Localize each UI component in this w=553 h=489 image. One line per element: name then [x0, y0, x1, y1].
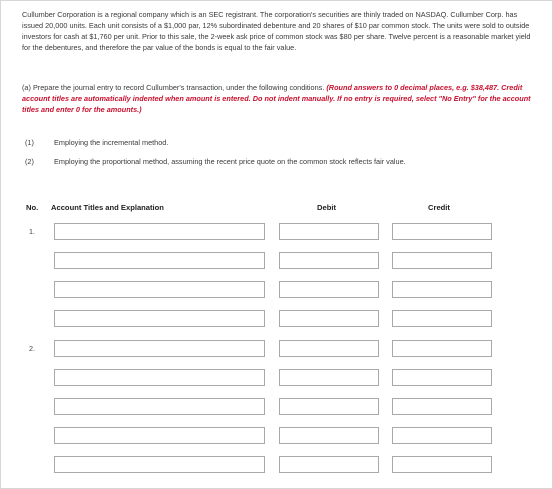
entry-2-row-1-account-input[interactable] — [54, 340, 265, 357]
entry-2-row-4-account-input[interactable] — [54, 427, 265, 444]
entry-1-row-2-debit-input[interactable] — [279, 252, 379, 269]
entry-2-row-5-credit-input[interactable] — [392, 456, 492, 473]
entry-2-row-5-debit-input[interactable] — [279, 456, 379, 473]
entry-2-row-1-credit-input[interactable] — [392, 340, 492, 357]
entry-1-row-3-credit-input[interactable] — [392, 281, 492, 298]
entry-1-row-4-account-input[interactable] — [54, 310, 265, 327]
entry-2-row-4-credit-input[interactable] — [392, 427, 492, 444]
entry-2-row-3-account-input[interactable] — [54, 398, 265, 415]
entry-1-row-3-account-input[interactable] — [54, 281, 265, 298]
instructions-prefix: (a) Prepare the journal entry to record Cullumber's transaction, under the following conditions. — [22, 83, 325, 92]
entry-2-row-1-debit-input[interactable] — [279, 340, 379, 357]
entry-1-row-1-debit-input[interactable] — [279, 223, 379, 240]
column-header-account: Account Titles and Explanation — [51, 203, 164, 212]
entry-1-row-4-credit-input[interactable] — [392, 310, 492, 327]
entry-1-row-2-account-input[interactable] — [54, 252, 265, 269]
entry-2-row-2-account-input[interactable] — [54, 369, 265, 386]
entry-1-row-4-debit-input[interactable] — [279, 310, 379, 327]
instructions-note: (Round answers to 0 decimal places, e.g. $38,487. Credit account titles are automatically indented when amount is entered. Do not indent manually. If no entry is required, select "No Entry" for the account titles and enter 0 for the amounts.) — [22, 83, 531, 114]
entry-1-row-1-account-input[interactable] — [54, 223, 265, 240]
entry-1-number: 1. — [29, 227, 35, 236]
entry-2-row-3-debit-input[interactable] — [279, 398, 379, 415]
entry-2-row-2-debit-input[interactable] — [279, 369, 379, 386]
entry-2-row-5-account-input[interactable] — [54, 456, 265, 473]
part-1 — [25, 138, 168, 147]
part-2-text: Employing the proportional method, assuming the recent price quote on the common stock reflects fair value. — [54, 157, 406, 166]
part-2-number: (2) — [25, 157, 34, 166]
entry-1-row-2-credit-input[interactable] — [392, 252, 492, 269]
entry-2-row-4-debit-input[interactable] — [279, 427, 379, 444]
column-header-credit: Credit — [428, 203, 450, 212]
entry-2-number: 2. — [29, 344, 35, 353]
part-1-text: Employing the incremental method. — [54, 138, 169, 147]
entry-1-row-1-credit-input[interactable] — [392, 223, 492, 240]
entry-2-row-2-credit-input[interactable] — [392, 369, 492, 386]
entry-1-row-3-debit-input[interactable] — [279, 281, 379, 298]
entry-2-row-3-credit-input[interactable] — [392, 398, 492, 415]
problem-statement: Cullumber Corporation is a regional company which is an SEC registrant. The corporation's securities are thinly traded on NASDAQ. Cullumber Corp. has issued 20,000 units. Each unit consists of a $1,000 par, 12% subordinated debenture and 20 shares of $10 par common stock. The units were sold to outside investors for cash at $1,760 per unit. Prior to this sale, the 2-week ask price of common stock was $80 per share. Twelve percent is a reasonable market yield for the debentures, and therefore the par value of the bonds is equal to the fair value. — [22, 10, 531, 52]
column-header-no: No. — [26, 203, 39, 212]
column-header-debit: Debit — [317, 203, 336, 212]
part-1-number: (1) — [25, 138, 34, 147]
part-2 — [25, 157, 406, 166]
instructions — [22, 82, 534, 115]
